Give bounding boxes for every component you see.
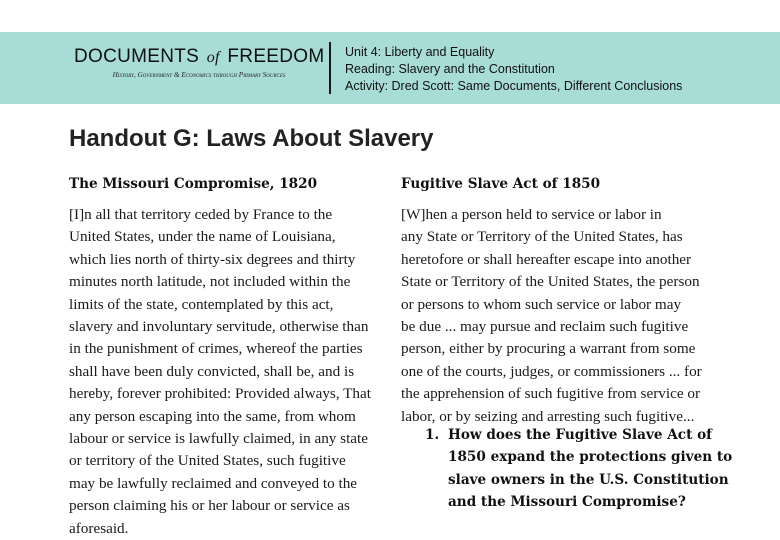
passage-line: person claiming his or her labour or service as bbox=[69, 497, 350, 515]
passage-line: heretofore or shall hereafter escape into another bbox=[401, 250, 692, 268]
brand-prefix: DOCUMENTS bbox=[74, 46, 200, 67]
passage-line: limits of the state, contemplated by this act, bbox=[69, 295, 334, 313]
header-divider bbox=[329, 42, 331, 94]
passage-line: labour or service is lawfully claimed, in any state bbox=[69, 430, 369, 448]
question-line: How does the Fugitive Slave Act of bbox=[448, 427, 713, 443]
passage-line: in the punishment of crimes, whereof the parties bbox=[69, 340, 363, 358]
brand-subtitle: History, Government & Economics through Primary Sources bbox=[112, 71, 286, 79]
passage-line: United States, under the name of Louisiana, bbox=[69, 228, 336, 246]
passage-line: [I]n all that territory ceded by France to the bbox=[69, 206, 333, 223]
passage-text bbox=[69, 204, 381, 540]
passage-line: shall have been duly convicted, shall be, and is bbox=[69, 362, 355, 380]
brand-logo bbox=[74, 46, 324, 79]
passage-text bbox=[401, 204, 721, 428]
question-line: and the Missouri Compromise? bbox=[448, 494, 686, 511]
passage-line: hereby, forever prohibited: Provided always, That bbox=[69, 385, 371, 403]
question-number: 1. bbox=[425, 427, 440, 443]
passage-line: [W]hen a person held to service or labor in bbox=[401, 206, 662, 223]
missouri-compromise-section bbox=[69, 176, 381, 540]
handout-title: Handout G: Laws About Slavery bbox=[69, 125, 434, 152]
question-line: 1850 expand the protections given to bbox=[448, 449, 733, 466]
brand-of: of bbox=[206, 49, 220, 66]
passage-line: which lies north of thirty-six degrees and thirty bbox=[69, 250, 356, 268]
unit-label: Unit 4: Liberty and Equality bbox=[345, 45, 495, 59]
passage-line: or persons to whom such service or labor may bbox=[401, 295, 682, 313]
section-heading: Fugitive Slave Act of 1850 bbox=[401, 176, 601, 192]
activity-label: Activity: Dred Scott: Same Documents, Different Conclusions bbox=[345, 79, 683, 93]
passage-line: any person escaping into the same, from whom bbox=[69, 407, 356, 425]
question-line: slave owners in the U.S. Constitution bbox=[448, 471, 729, 488]
passage-line: State or Territory of the United States, the person bbox=[401, 273, 700, 291]
top-margin bbox=[0, 0, 780, 32]
page-header bbox=[0, 32, 780, 104]
passage-line: be due ... may pursue and reclaim such fugitive bbox=[401, 318, 689, 336]
passage-line: may be lawfully reclaimed and conveyed to the bbox=[69, 474, 358, 492]
brand-suffix: FREEDOM bbox=[227, 46, 325, 67]
passage-line: labor, or by seizing and arresting such fugitive... bbox=[401, 407, 695, 425]
passage-line: one of the courts, judges, or commissioners ... for bbox=[401, 362, 702, 380]
reading-label: Reading: Slavery and the Constitution bbox=[345, 62, 555, 76]
passage-line: or territory of the United States, such fugitive bbox=[69, 452, 346, 470]
passage-line: person, either by procuring a warrant from some bbox=[401, 340, 696, 358]
passage-line: any State or Territory of the United States, has bbox=[401, 228, 683, 246]
passage-line: slavery and involuntary servitude, otherwise than bbox=[69, 318, 369, 336]
passage-line: aforesaid. bbox=[69, 519, 129, 537]
fugitive-slave-act-section bbox=[401, 176, 721, 428]
passage-line: the apprehension of such fugitive from service or bbox=[401, 385, 701, 403]
section-heading: The Missouri Compromise, 1820 bbox=[69, 176, 318, 192]
unit-info bbox=[345, 44, 682, 95]
passage-line: minutes north latitude, not included within the bbox=[69, 273, 351, 291]
question-text bbox=[448, 424, 732, 514]
brand-title bbox=[74, 46, 324, 69]
